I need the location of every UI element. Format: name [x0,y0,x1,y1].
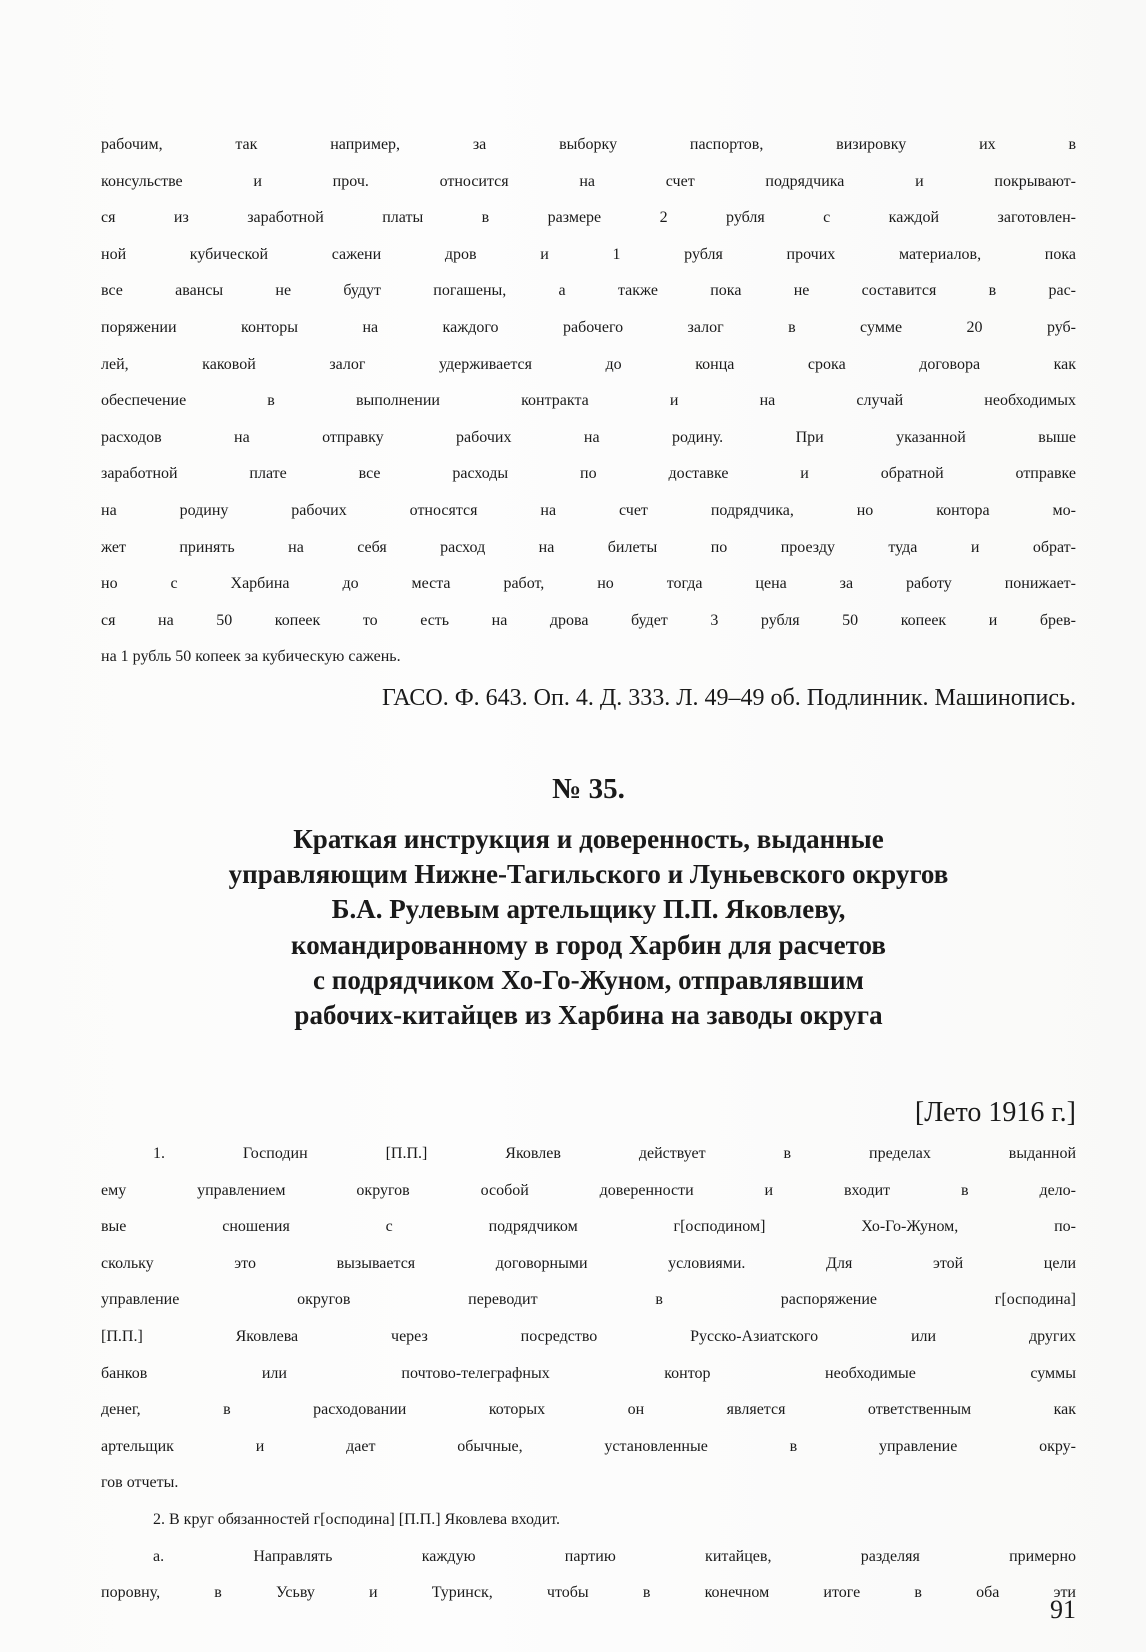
text-line: а. Направлять каждую партию китайцев, разделяя примерно [153,1547,1076,1565]
text-line: артельщик и дает обычные, установленные в управление окру- [101,1437,1076,1455]
text-line: вые сношения с подрядчиком г[осподином] Хо-Го-Жуном, по- [101,1218,1076,1236]
body-item-1 [101,1145,1076,1621]
text-line: 2. В круг обязанностей г[осподина] [П.П.] Яковлева входит. [153,1510,561,1528]
text-line: рабочим, так например, за выборку паспортов, визировку их в [101,136,1076,153]
text-line: ему управлением округов особой доверенности и входит в дело- [101,1181,1076,1199]
text-line: но с Харбина до места работ, но тогда цена за работу понижает- [101,575,1076,593]
text-line: скольку это вызывается договорными условиями. Для этой цели [101,1254,1076,1272]
text-line: поровну, в Усьву и Туринск, чтобы в конечном итоге в оба эти [101,1584,1076,1602]
text-line: заработной плате все расходы по доставке и обратной отправке [101,465,1076,483]
title-line: Б.А. Рулевым артельщику П.П. Яковлеву, [331,894,846,925]
text-line: лей, каковой залог удерживается до конца срока договора как [101,355,1076,373]
text-line: банков или почтово-телеграфных контор необходимые суммы [101,1364,1076,1382]
text-line: управление округов переводит в распоряжение г[осподина] [101,1291,1076,1309]
text-line: ся на 50 копеек то есть на дрова будет 3 рубля 50 копеек и брев- [101,611,1076,629]
page-number: 91 [1050,1595,1076,1624]
top-paragraph [101,136,1076,685]
title-line: управляющим Нижне-Тагильского и Луньевского округов [228,859,949,890]
text-line: консульстве и проч. относится на счет подрядчика и покрывают- [101,172,1076,190]
title-line: с подрядчиком Хо-Го-Жуном, отправлявшим [313,964,864,995]
text-line: на родину рабочих относятся на счет подрядчика, но контора мо- [101,501,1076,519]
document-number: № 35. [552,773,625,805]
text-line: поряжении конторы на каждого рабочего залог в сумме 20 руб- [101,318,1076,336]
text-line: [П.П.] Яковлева через посредство Русско-Азиатского или других [101,1327,1076,1345]
text-line: жет принять на себя расход на билеты по проезду туда и обрат- [101,538,1076,556]
text-line: 1. Господин [П.П.] Яковлев действует в пределах выданной [153,1145,1076,1162]
text-line: ной кубической сажени дров и 1 рубля прочих материалов, пока [101,245,1076,263]
text-line: все авансы не будут погашены, а также пока не составится в рас- [101,282,1076,300]
text-line: обеспечение в выполнении контракта и на случай необходимых [101,392,1076,410]
title-line: Краткая инструкция и доверенность, выданные [293,824,884,854]
text-line: ся из заработной платы в размере 2 рубля с каждой заготовлен- [101,209,1076,227]
source-note: ГАСО. Ф. 643. Оп. 4. Д. 333. Л. 49–49 об. Подлинник. Машинопись. [381,685,1076,711]
text-line: денег, в расходовании которых он является ответственным как [101,1401,1076,1419]
document-title [101,822,1076,1033]
title-line: рабочих-китайцев из Харбина на заводы округа [294,1000,883,1031]
document-date: [Лето 1916 г.] [914,1097,1076,1128]
title-line: командированному в город Харбин для расчетов [291,929,886,960]
text-line: на 1 рубль 50 копеек за кубическую сажень. [101,648,401,666]
text-line: гов отчеты. [101,1474,179,1492]
text-line: расходов на отправку рабочих на родину. При указанной выше [101,428,1076,446]
